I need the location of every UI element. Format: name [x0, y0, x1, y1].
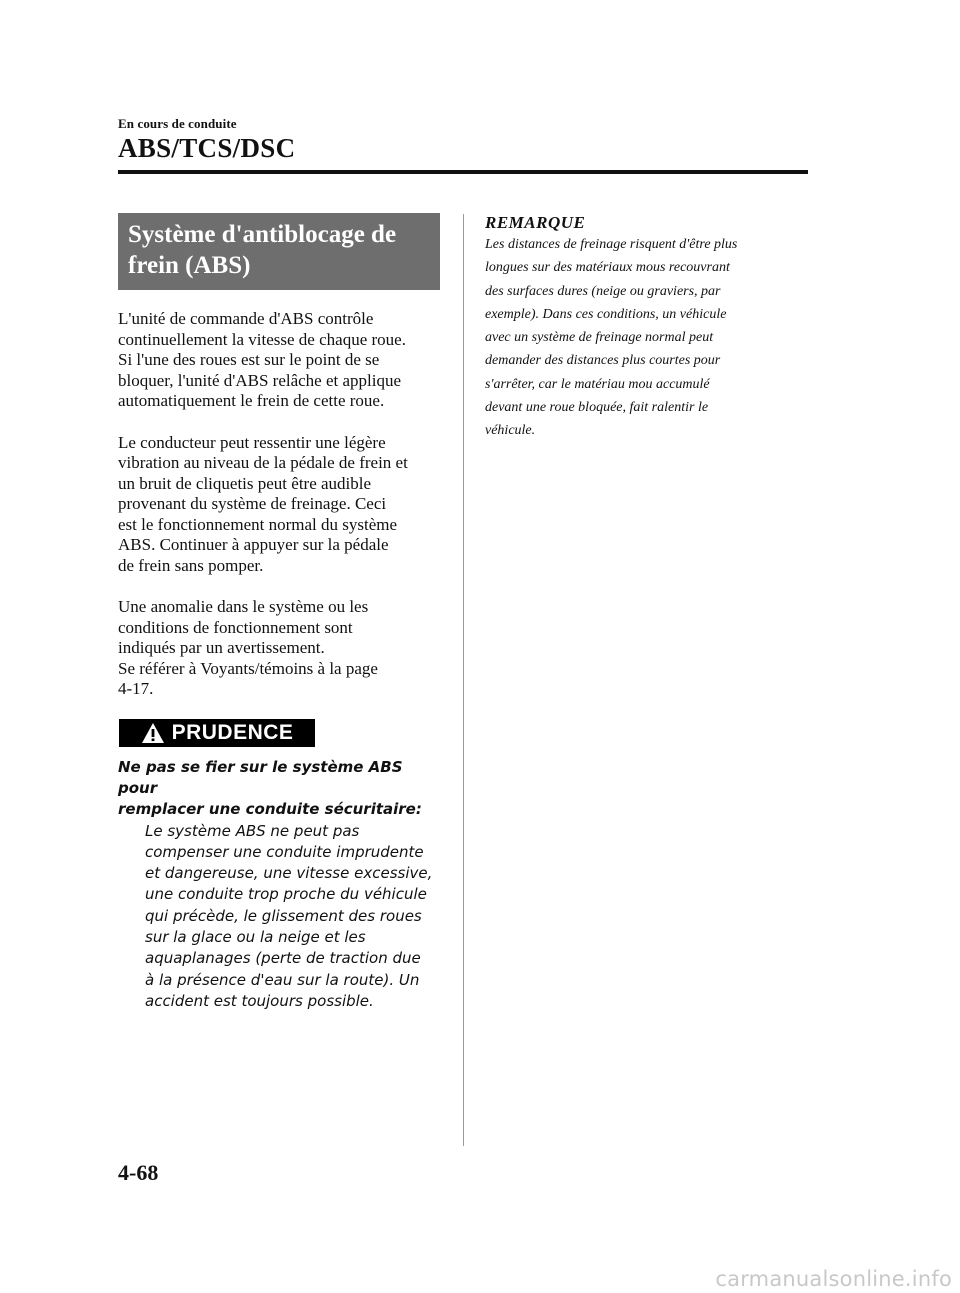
- chapter-title: ABS/TCS/DSC: [118, 133, 296, 163]
- section-title: [118, 213, 440, 290]
- paragraph-warning-reference: Une anomalie dans le système ou les conditions de fonctionnement sont indiqués par un avertissement. Se référer à Voyants/témoins à la page 4-17.: [118, 597, 378, 698]
- header-rule: [118, 170, 808, 174]
- caution-body: Le système ABS ne peut pas compenser une conduite imprudente et dangereuse, une vitesse excessive, une conduite trop proche du véhicule qui précède, le glissement des roues sur la glace ou la neige et les aquaplanages (perte de traction due à la présence d'eau sur la route). Un accident est toujours possible.: [145, 821, 433, 1010]
- column-divider: [463, 214, 464, 1146]
- note-body: Les distances de freinage risquent d'être plus longues sur des matériaux mous recouvrant des surfaces dures (neige ou graviers, par exemple). Dans ces conditions, un véhicule avec un système de freinage normal peut demander des distances plus courtes pour s'arrêter, car le matériau mou accumulé devant une roue bloquée, fait ralentir le véhicule.: [485, 237, 738, 439]
- paragraph-pedal-vibration: Le conducteur peut ressentir une légère vibration au niveau de la pédale de frein et un bruit de cliquetis peut être audible provenant du système de freinage. Ceci est le fonctionnement normal du système ABS. Continuer à appuyer sur la pédale de frein sans pomper.: [118, 432, 408, 575]
- section-title-text: Système d'antiblocage de frein (ABS): [128, 221, 397, 279]
- watermark: carmanualsonline.info: [715, 1267, 952, 1291]
- paragraph-abs-control: L'unité de commande d'ABS contrôle continuellement la vitesse de chaque roue. Si l'une des roues est sur le point de se bloquer, l'unité d'ABS relâche et applique automatiquement le frein de cette roue.: [118, 309, 406, 410]
- page-number: 4-68: [118, 1160, 159, 1185]
- caution-badge: [119, 719, 315, 747]
- note-title: REMARQUE: [485, 213, 586, 232]
- caution-label: PRUDENCE: [171, 720, 294, 744]
- right-column: [485, 213, 810, 443]
- caution-heading: Ne pas se fier sur le système ABS pour remplacer une conduite sécuritaire:: [118, 757, 422, 818]
- breadcrumb: En cours de conduite: [118, 116, 237, 131]
- left-column: [118, 213, 440, 1012]
- warning-triangle-icon: [141, 722, 165, 744]
